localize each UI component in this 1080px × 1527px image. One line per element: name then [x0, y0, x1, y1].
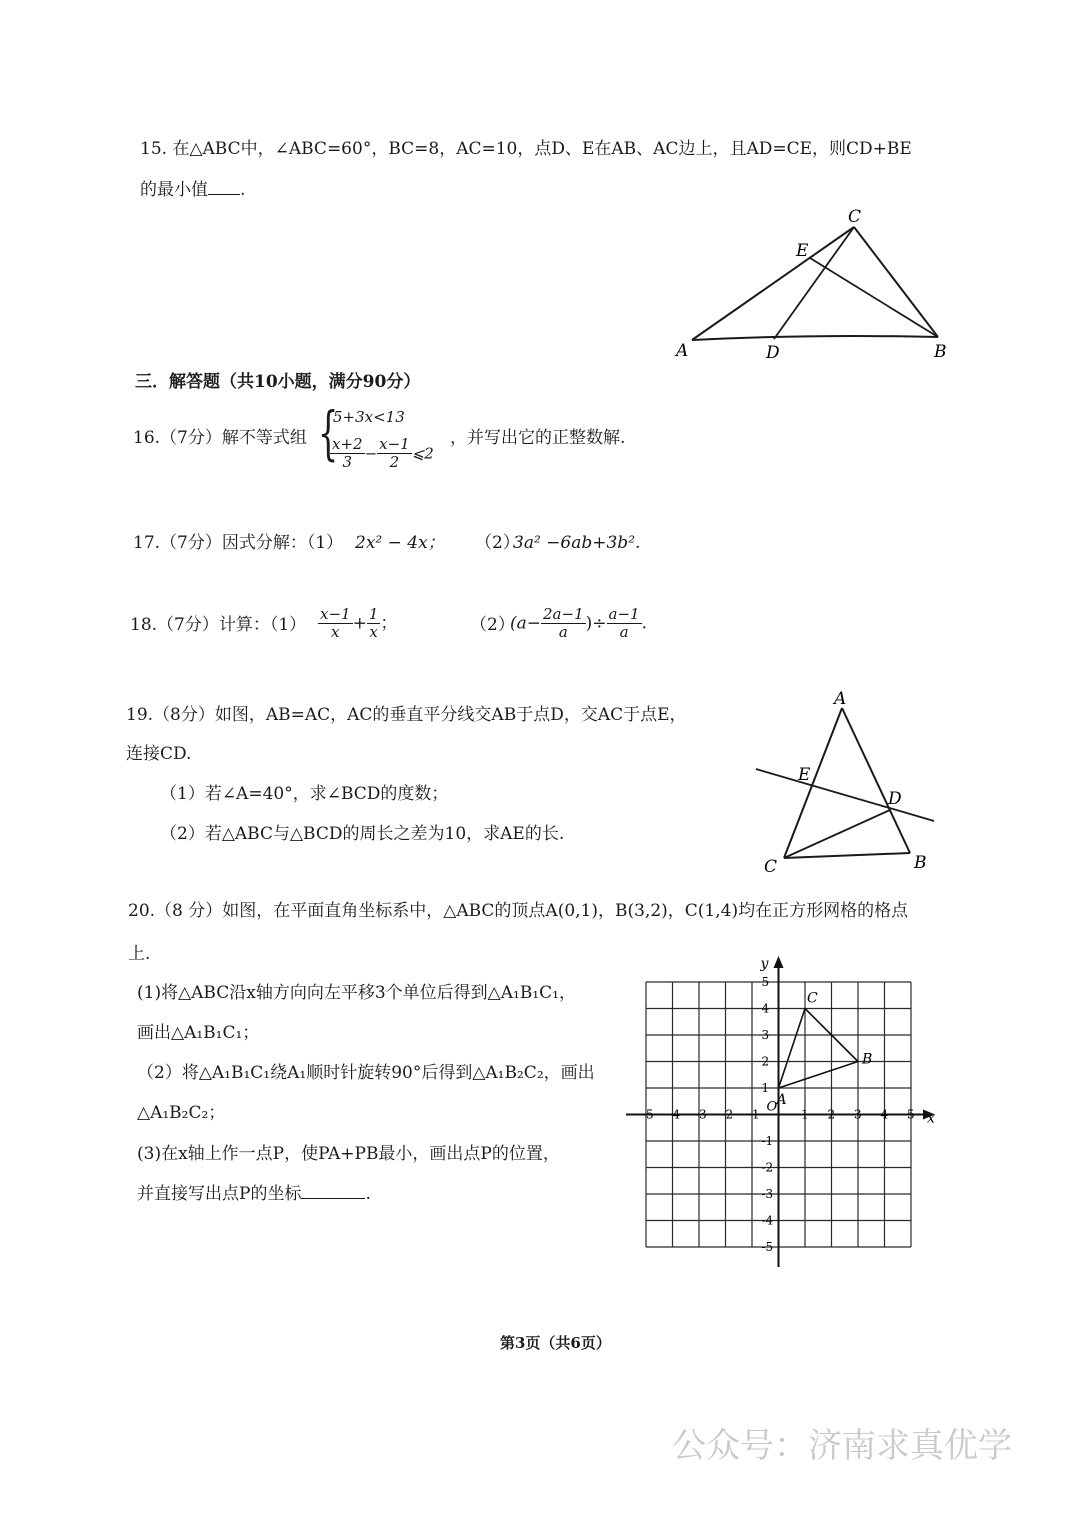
q20-sub2b: △A₁B₂C₂； [137, 1103, 226, 1123]
q18-part2-prefix: （2） [470, 615, 515, 635]
section3-title: 三．解答题（共10小题，满分90分） [135, 372, 421, 392]
y-tick-label: -1 [761, 1134, 774, 1148]
y-axis-label: y [760, 956, 769, 972]
q19-label-E: E [798, 765, 811, 785]
q15-side-BC [854, 227, 938, 337]
point-label-B: B [862, 1051, 873, 1068]
q19-perpendicular-bisector [756, 769, 934, 821]
x-tick-label: -2 [721, 1107, 734, 1122]
q15-line2 [140, 182, 245, 199]
q18-part2: (a− $\frac{2a-1}{a}$ )÷ $\frac{a-1}{a}$ . [510, 605, 647, 642]
q20-sub2a: （2）将△A₁B₁C₁绕A₁顺时针旋转90°后得到△A₁B₂C₂，画出 [137, 1063, 595, 1083]
x-tick-label: 5 [907, 1107, 915, 1122]
q20-sub3b [137, 1186, 371, 1203]
y-tick-label: -5 [761, 1240, 774, 1254]
q15-label-A: A [676, 341, 689, 361]
q18-fraction-2: $\frac{1}{x}$ [368, 605, 379, 642]
q20-sub1b: 画出△A₁B₁C₁； [137, 1023, 260, 1043]
q15-line2-prefix: 的最小值 [140, 180, 208, 200]
y-tick-label: -4 [761, 1213, 774, 1228]
q15-line2-suffix: . [240, 180, 246, 200]
q15-label-E: E [796, 241, 809, 261]
q20-sub3b-suffix: . [365, 1184, 371, 1204]
y-tick-label: 3 [761, 1028, 770, 1042]
x-tick-label: 2 [827, 1107, 836, 1122]
point-label-C: C [807, 990, 818, 1007]
x-tick-label: -4 [668, 1107, 681, 1122]
q15-line1: 15. 在△ABC中，∠ABC=60°，BC=8，AC=10，点D、E在AB、AC边上，且AD=CE，则CD+BE [140, 139, 912, 159]
q19-triangle-figure [750, 688, 950, 878]
point-label-A: A [776, 1092, 787, 1108]
x-tick-label: 3 [854, 1107, 862, 1122]
q19-line2: 连接CD. [126, 744, 192, 764]
q18-fraction-3: $\frac{2a-1}{a}$ [543, 605, 584, 642]
q16-inequality-2: $\frac{x+2}{3}$ − $\frac{x-1}{2}$ ⩽2 [332, 435, 434, 472]
q20-line1: 20.（8 分）如图，在平面直角坐标系中，△ABC的顶点A(0,1)，B(3,2)，C(1,4)均在正方形网格的格点 [128, 901, 909, 921]
q15-segment-BE [810, 258, 938, 337]
x-tick-label: -5 [642, 1107, 654, 1122]
q20-sub3a: (3)在x轴上作一点P，使PA+PB最小，画出点P的位置， [137, 1144, 560, 1164]
q18-prefix: 18.（7分）计算：（1） [130, 615, 307, 635]
q17-part2-prefix: （2） [475, 533, 520, 553]
q19-label-A: A [834, 689, 847, 709]
q19-sub1: （1）若∠A=40°，求∠BCD的度数； [160, 784, 449, 804]
q20-coordinate-grid [620, 948, 950, 1268]
q16-inequality-1: 5+3x<13 [333, 408, 405, 426]
x-axis-label: x [927, 1110, 935, 1127]
q17-prefix: 17.（7分）因式分解：（1） [133, 533, 344, 553]
q19-label-D: D [888, 789, 902, 809]
x-tick-label: -1 [748, 1107, 760, 1122]
q15-label-D: D [766, 343, 780, 363]
q19-side-BC [784, 853, 910, 858]
y-tick-label: 4 [761, 1001, 770, 1016]
origin-label: O [766, 1099, 778, 1115]
q16-prefix: 16.（7分）解不等式组 [133, 428, 307, 448]
watermark: 公众号：济南求真优学 [672, 1426, 1012, 1466]
triangle-side [779, 1009, 806, 1089]
q16-fraction-2: $\frac{x-1}{2}$ [379, 435, 410, 472]
q19-label-C: C [764, 857, 778, 877]
q15-segment-CD [774, 227, 854, 339]
q19-line1: 19.（8分）如图，AB=AC，AC的垂直平分线交AB于点D，交AC于点E， [126, 705, 687, 725]
y-tick-label: 2 [761, 1054, 770, 1069]
q15-label-C: C [848, 207, 862, 227]
q16-suffix: ，并写出它的正整数解. [450, 428, 626, 448]
page-number: 第3页（共6页） [500, 1334, 611, 1352]
x-tick-label: -3 [695, 1107, 707, 1122]
q18-part1: $\frac{x-1}{x}$ + $\frac{1}{x}$ ； [320, 605, 398, 642]
q19-sub2: （2）若△ABC与△BCD的周长之差为10，求AE的长. [160, 824, 565, 844]
q20-sub3b-prefix: 并直接写出点P的坐标 [137, 1184, 302, 1204]
q20-sub1a: (1)将△ABC沿x轴方向向左平移3个单位后得到△A₁B₁C₁， [137, 983, 576, 1003]
q17-part1: 2x² − 4x； [355, 533, 445, 553]
q15-side-AB [692, 336, 938, 340]
q20-line2: 上. [128, 944, 151, 964]
x-tick-label: 4 [880, 1107, 889, 1122]
q18-fraction-1: $\frac{x-1}{x}$ [320, 605, 351, 642]
x-tick-label: 1 [801, 1107, 809, 1122]
y-tick-label: -2 [761, 1160, 774, 1175]
q16-brace: { [318, 399, 339, 467]
y-tick-label: -3 [761, 1187, 774, 1201]
q19-label-B: B [914, 853, 927, 873]
q18-fraction-4: $\frac{a-1}{a}$ [608, 605, 640, 642]
q15-label-B: B [934, 342, 947, 362]
q15-answer-blank [208, 194, 240, 195]
y-tick-label: 5 [761, 975, 770, 989]
q15-side-AC [692, 227, 854, 340]
q16-fraction-1: $\frac{x+2}{3}$ [332, 435, 363, 472]
q20-answer-blank [301, 1198, 365, 1199]
q17-part2: 3a² −6ab+3b². [513, 533, 641, 553]
y-axis-arrow [774, 956, 784, 968]
triangle-side [779, 1062, 859, 1089]
q19-side-AB [842, 708, 910, 853]
q15-triangle-figure [660, 200, 960, 370]
y-tick-label: 1 [761, 1081, 770, 1095]
